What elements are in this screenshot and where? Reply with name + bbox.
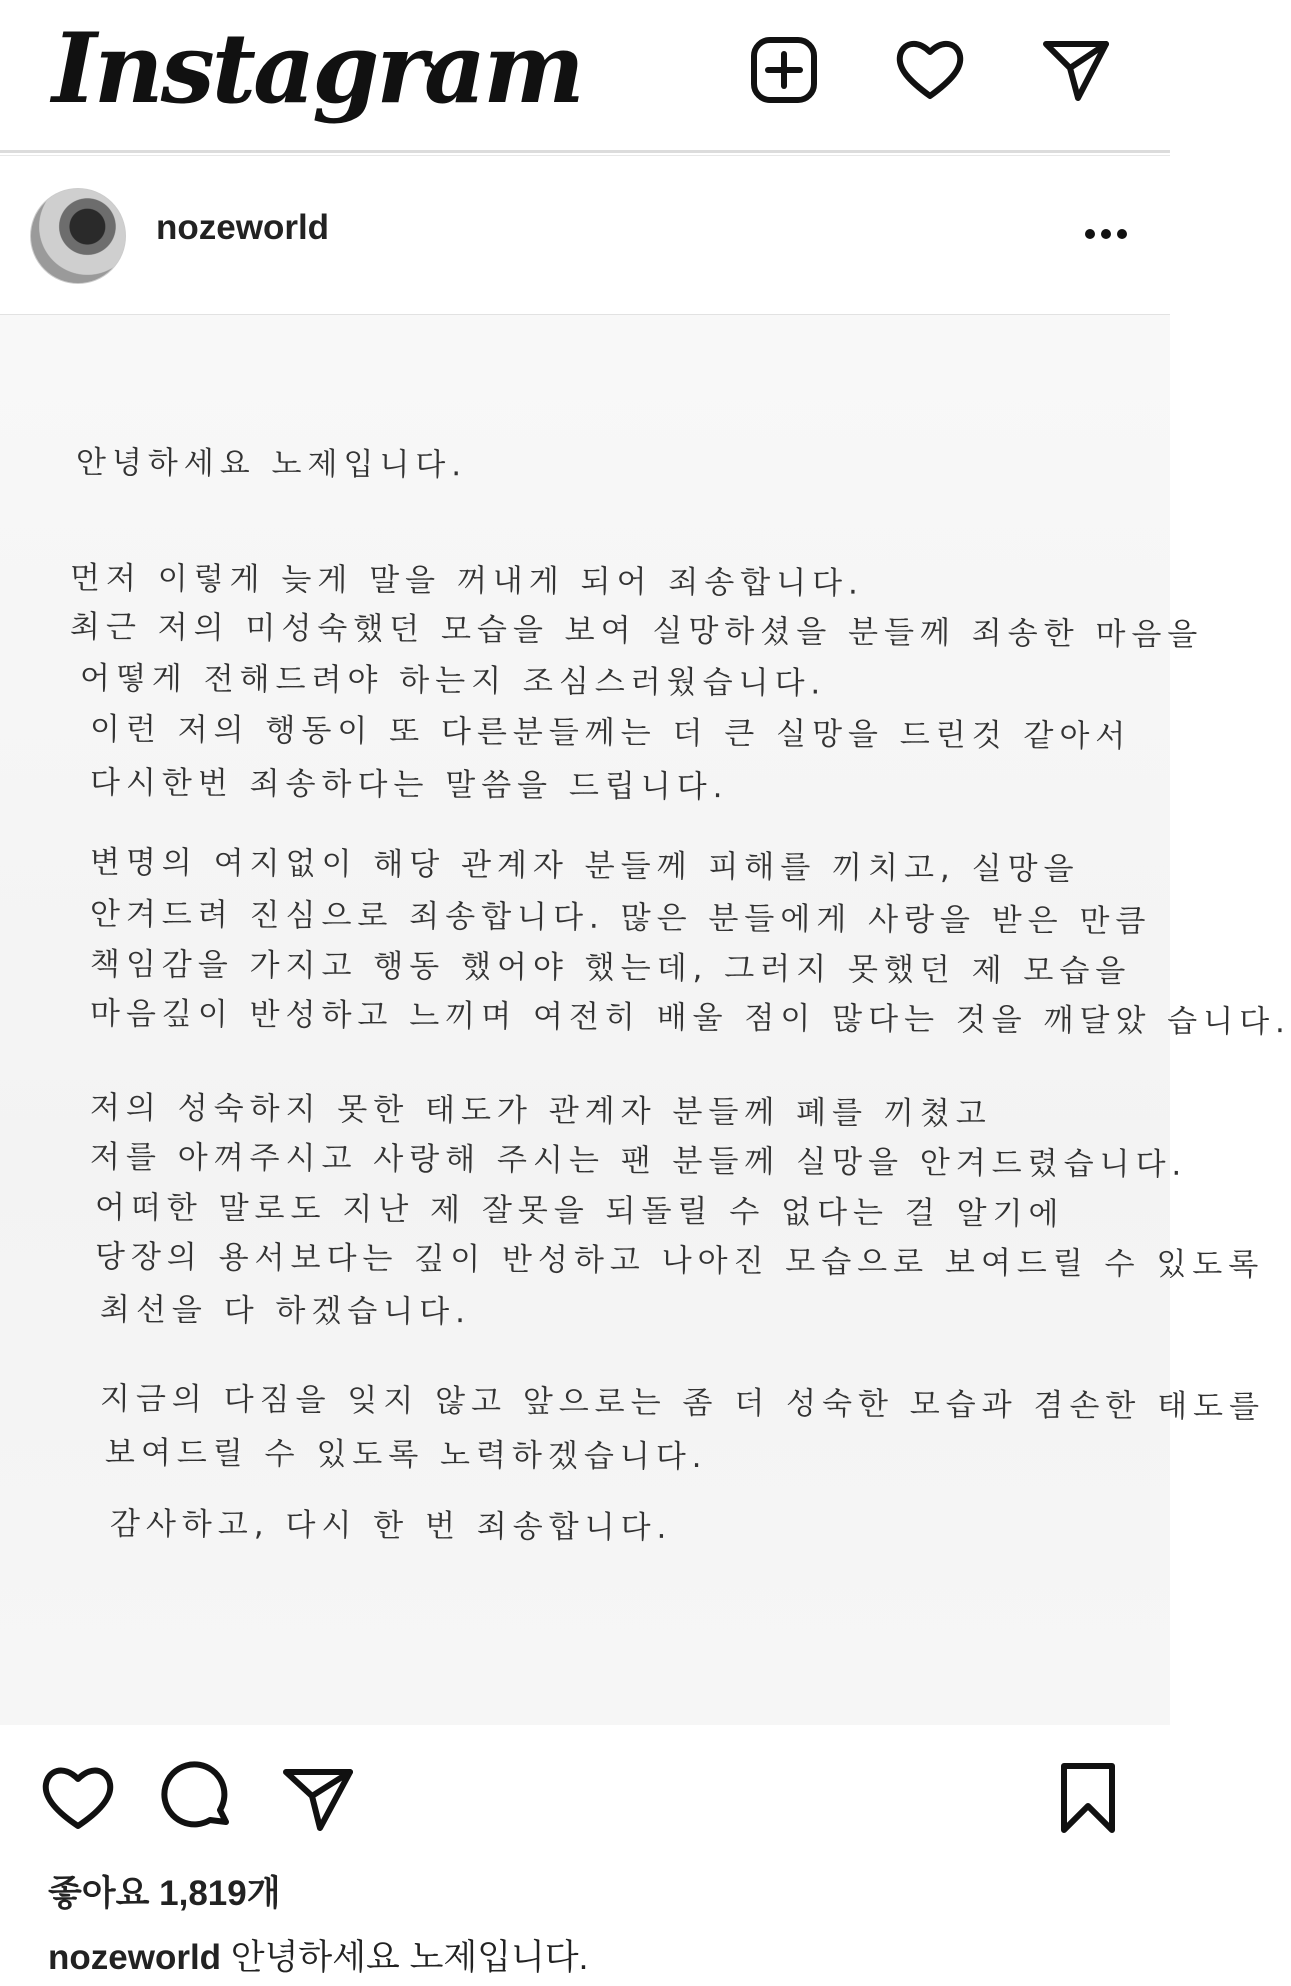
letter-line: 당장의 용서보다는 깊이 반성하고 나아진 모습으로 보여드릴 수 있도록 — [94, 1238, 1265, 1284]
caption-text: 안녕하세요 노제입니다. — [230, 1938, 589, 1977]
post-image-handwritten-letter[interactable] — [0, 315, 1291, 1725]
share-icon[interactable] — [280, 1760, 356, 1836]
top-bar — [0, 0, 1170, 150]
caption-username[interactable]: nozeworld — [48, 1938, 222, 1977]
new-post-icon[interactable] — [748, 34, 820, 106]
likes-count[interactable]: 좋아요 1,819개 — [48, 1874, 281, 1913]
letter-line: 다시한번 죄송하다는 말씀을 드립니다. — [89, 764, 729, 806]
letter-line: 최선을 다 하겠습니다. — [99, 1291, 472, 1331]
letter-line: 변명의 여지없이 해당 관계자 분들께 피해를 끼치고, 실망을 — [89, 844, 1080, 888]
comment-icon[interactable] — [160, 1760, 236, 1836]
letter-line: 안겨드려 진심으로 죄송합니다. 많은 분들에게 사랑을 받은 만큼 — [89, 896, 1152, 940]
heart-icon[interactable] — [40, 1760, 116, 1836]
letter-line: 안녕하세요 노제입니다. — [75, 444, 468, 484]
post-username[interactable]: nozeworld — [156, 208, 330, 247]
heart-icon[interactable] — [894, 34, 966, 106]
letter-line: 보여드릴 수 있도록 노력하겠습니다. — [104, 1434, 708, 1476]
chevron-down-icon[interactable] — [420, 52, 456, 82]
profile-avatar[interactable] — [30, 188, 126, 284]
letter-line: 먼저 이렇게 늦게 말을 꺼내게 되어 죄송합니다. — [69, 560, 865, 602]
letter-line: 저를 아껴주시고 사랑해 주시는 팬 분들께 실망을 안겨드렸습니다. — [89, 1139, 1188, 1183]
post-action-bar — [0, 1726, 1170, 1846]
instagram-logo[interactable]: Instagram — [52, 12, 582, 125]
header-divider — [0, 150, 1170, 153]
post-header — [0, 156, 1170, 314]
letter-line: 감사하고, 다시 한 번 죄송합니다. — [109, 1506, 673, 1546]
letter-line: 최근 저의 미성숙했던 모습을 보여 실망하셨을 분들께 죄송한 마음을 — [69, 609, 1204, 653]
letter-line: 책임감을 가지고 행동 했어야 했는데, 그러지 못했던 제 모습을 — [89, 946, 1132, 990]
letter-line: 어떻게 전해드려야 하는지 조심스러웠습니다. — [79, 660, 827, 702]
bookmark-icon[interactable] — [1050, 1760, 1126, 1836]
letter-line: 저의 성숙하지 못한 태도가 관계자 분들께 폐를 끼쳤고 — [89, 1089, 992, 1133]
letter-line: 이런 저의 행동이 또 다른분들께는 더 큰 실망을 드린것 같아서 — [89, 711, 1132, 755]
letter-line: 마음깊이 반성하고 느끼며 여전히 배울 점이 많다는 것을 깨달았 습니다. — [89, 995, 1291, 1041]
post-caption — [48, 1930, 588, 1980]
letter-line: 지금의 다짐을 잊지 않고 앞으로는 좀 더 성숙한 모습과 겸손한 태도를 — [99, 1380, 1266, 1426]
letter-line: 어떠한 말로도 지난 제 잘못을 되돌릴 수 없다는 걸 알기에 — [94, 1189, 1065, 1233]
send-icon[interactable] — [1040, 34, 1112, 106]
more-icon[interactable] — [1084, 228, 1128, 240]
